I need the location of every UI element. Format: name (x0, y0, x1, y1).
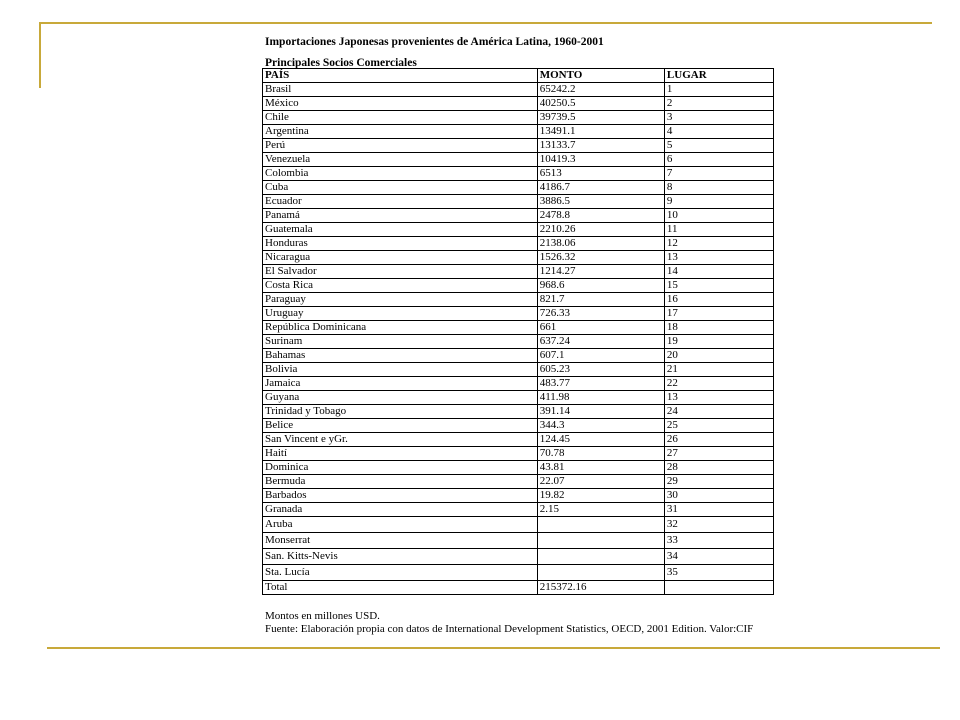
cell-amount (537, 565, 664, 581)
cell-country: Jamaica (263, 377, 538, 391)
cell-amount: 483.77 (537, 377, 664, 391)
table-row (263, 167, 774, 181)
cell-amount: 344.3 (537, 419, 664, 433)
table-row (263, 549, 774, 565)
cell-country: Paraguay (263, 293, 538, 307)
cell-rank: 4 (664, 125, 773, 139)
table-row (263, 83, 774, 97)
imports-table (262, 68, 774, 595)
table-row (263, 377, 774, 391)
document-title: Importaciones Japonesas provenientes de América Latina, 1960-2001 (265, 36, 604, 48)
cell-rank: 34 (664, 549, 773, 565)
table-row (263, 533, 774, 549)
cell-amount: 6513 (537, 167, 664, 181)
table-row (263, 195, 774, 209)
cell-country: Dominica (263, 461, 538, 475)
cell-amount: 821.7 (537, 293, 664, 307)
cell-amount: 13491.1 (537, 125, 664, 139)
cell-rank: 13 (664, 391, 773, 405)
cell-rank: 1 (664, 83, 773, 97)
cell-amount: 124.45 (537, 433, 664, 447)
source-note: Fuente: Elaboración propia con datos de International Development Statistics, OECD, 2001 Edition. Valor:CIF (265, 623, 754, 635)
cell-rank: 5 (664, 139, 773, 153)
table-row (263, 447, 774, 461)
table-row (263, 433, 774, 447)
cell-rank: 21 (664, 363, 773, 377)
cell-rank: 27 (664, 447, 773, 461)
cell-country: Brasil (263, 83, 538, 97)
table-row (263, 565, 774, 581)
cell-amount: 607.1 (537, 349, 664, 363)
table-row (263, 97, 774, 111)
cell-amount: 22.07 (537, 475, 664, 489)
cell-amount: 637.24 (537, 335, 664, 349)
cell-rank: 33 (664, 533, 773, 549)
cell-amount: 1214.27 (537, 265, 664, 279)
cell-rank: 28 (664, 461, 773, 475)
cell-amount: 968.6 (537, 279, 664, 293)
cell-rank: 2 (664, 97, 773, 111)
cell-amount: 2.15 (537, 503, 664, 517)
table-row (263, 489, 774, 503)
cell-country: Bermuda (263, 475, 538, 489)
cell-country: Costa Rica (263, 279, 538, 293)
cell-rank: 9 (664, 195, 773, 209)
table-row (263, 321, 774, 335)
cell-rank: 14 (664, 265, 773, 279)
cell-rank: 18 (664, 321, 773, 335)
table-row (263, 279, 774, 293)
table-row (263, 139, 774, 153)
cell-country: El Salvador (263, 265, 538, 279)
cell-amount: 39739.5 (537, 111, 664, 125)
cell-country: Chile (263, 111, 538, 125)
table-row (263, 405, 774, 419)
table-row (263, 335, 774, 349)
cell-rank: 24 (664, 405, 773, 419)
cell-country: Ecuador (263, 195, 538, 209)
cell-amount: 70.78 (537, 447, 664, 461)
cell-rank: 10 (664, 209, 773, 223)
units-note: Montos en millones USD. (265, 610, 380, 622)
table-row (263, 251, 774, 265)
cell-amount: 65242.2 (537, 83, 664, 97)
cell-country: Trinidad y Tobago (263, 405, 538, 419)
cell-country: Monserrat (263, 533, 538, 549)
cell-country: Argentina (263, 125, 538, 139)
cell-country: Honduras (263, 237, 538, 251)
cell-amount: 13133.7 (537, 139, 664, 153)
cell-country: Perú (263, 139, 538, 153)
cell-rank: 8 (664, 181, 773, 195)
cell-amount (537, 533, 664, 549)
cell-country: República Dominicana (263, 321, 538, 335)
cell-amount: 411.98 (537, 391, 664, 405)
cell-rank: 6 (664, 153, 773, 167)
cell-country: Bolivia (263, 363, 538, 377)
cell-rank: 15 (664, 279, 773, 293)
cell-country: Venezuela (263, 153, 538, 167)
cell-country: México (263, 97, 538, 111)
table-row (263, 153, 774, 167)
table-row (263, 223, 774, 237)
cell-rank: 16 (664, 293, 773, 307)
cell-country: Surinam (263, 335, 538, 349)
cell-rank: 26 (664, 433, 773, 447)
cell-amount: 2138.06 (537, 237, 664, 251)
table-row (263, 265, 774, 279)
table-row (263, 349, 774, 363)
cell-rank: 22 (664, 377, 773, 391)
cell-country: Guyana (263, 391, 538, 405)
table-row (263, 237, 774, 251)
cell-amount: 2478.8 (537, 209, 664, 223)
cell-country: Sta. Lucía (263, 565, 538, 581)
table-row (263, 307, 774, 321)
table-row (263, 111, 774, 125)
cell-country: San. Kitts-Nevis (263, 549, 538, 565)
cell-amount: 3886.5 (537, 195, 664, 209)
cell-rank: 20 (664, 349, 773, 363)
cell-rank: 25 (664, 419, 773, 433)
table-row (263, 209, 774, 223)
document-header (262, 35, 782, 70)
cell-rank: 11 (664, 223, 773, 237)
cell-country: Haití (263, 447, 538, 461)
cell-country: Panamá (263, 209, 538, 223)
cell-rank: 30 (664, 489, 773, 503)
cell-amount: 10419.3 (537, 153, 664, 167)
left-decor-line (39, 22, 41, 88)
cell-rank: 31 (664, 503, 773, 517)
cell-country: Uruguay (263, 307, 538, 321)
cell-country: Aruba (263, 517, 538, 533)
header-amount: MONTO (537, 69, 664, 83)
table-row (263, 293, 774, 307)
cell-amount: 43.81 (537, 461, 664, 475)
bottom-decor-line (47, 647, 940, 649)
cell-rank: 32 (664, 517, 773, 533)
cell-rank (664, 581, 773, 595)
cell-rank: 29 (664, 475, 773, 489)
cell-rank: 7 (664, 167, 773, 181)
cell-country: Colombia (263, 167, 538, 181)
cell-rank: 13 (664, 251, 773, 265)
cell-amount (537, 549, 664, 565)
table-row (263, 181, 774, 195)
header-country: PAÍS (263, 69, 538, 83)
cell-rank: 17 (664, 307, 773, 321)
cell-amount: 391.14 (537, 405, 664, 419)
table-row (263, 517, 774, 533)
table-body (263, 83, 774, 595)
cell-rank: 3 (664, 111, 773, 125)
table-row (263, 461, 774, 475)
table-notes (265, 610, 753, 636)
cell-amount (537, 517, 664, 533)
cell-amount: 215372.16 (537, 581, 664, 595)
cell-country: Nicaragua (263, 251, 538, 265)
table-row (263, 125, 774, 139)
table-row (263, 419, 774, 433)
table-row (263, 363, 774, 377)
cell-country: Bahamas (263, 349, 538, 363)
cell-amount: 605.23 (537, 363, 664, 377)
table-header-row (263, 69, 774, 83)
top-decor-line (40, 22, 932, 24)
cell-rank: 12 (664, 237, 773, 251)
cell-country: Granada (263, 503, 538, 517)
cell-country: Barbados (263, 489, 538, 503)
cell-amount: 2210.26 (537, 223, 664, 237)
cell-country: Guatemala (263, 223, 538, 237)
cell-amount: 726.33 (537, 307, 664, 321)
cell-country: Belice (263, 419, 538, 433)
table-row (263, 581, 774, 595)
header-rank: LUGAR (664, 69, 773, 83)
cell-rank: 35 (664, 565, 773, 581)
cell-country: Cuba (263, 181, 538, 195)
cell-rank: 19 (664, 335, 773, 349)
table-row (263, 503, 774, 517)
cell-country: San Vincent e yGr. (263, 433, 538, 447)
document-subtitle: Principales Socios Comerciales (265, 57, 417, 69)
cell-amount: 19.82 (537, 489, 664, 503)
cell-amount: 4186.7 (537, 181, 664, 195)
cell-amount: 1526.32 (537, 251, 664, 265)
table-row (263, 391, 774, 405)
cell-amount: 40250.5 (537, 97, 664, 111)
cell-amount: 661 (537, 321, 664, 335)
cell-country: Total (263, 581, 538, 595)
table-row (263, 475, 774, 489)
